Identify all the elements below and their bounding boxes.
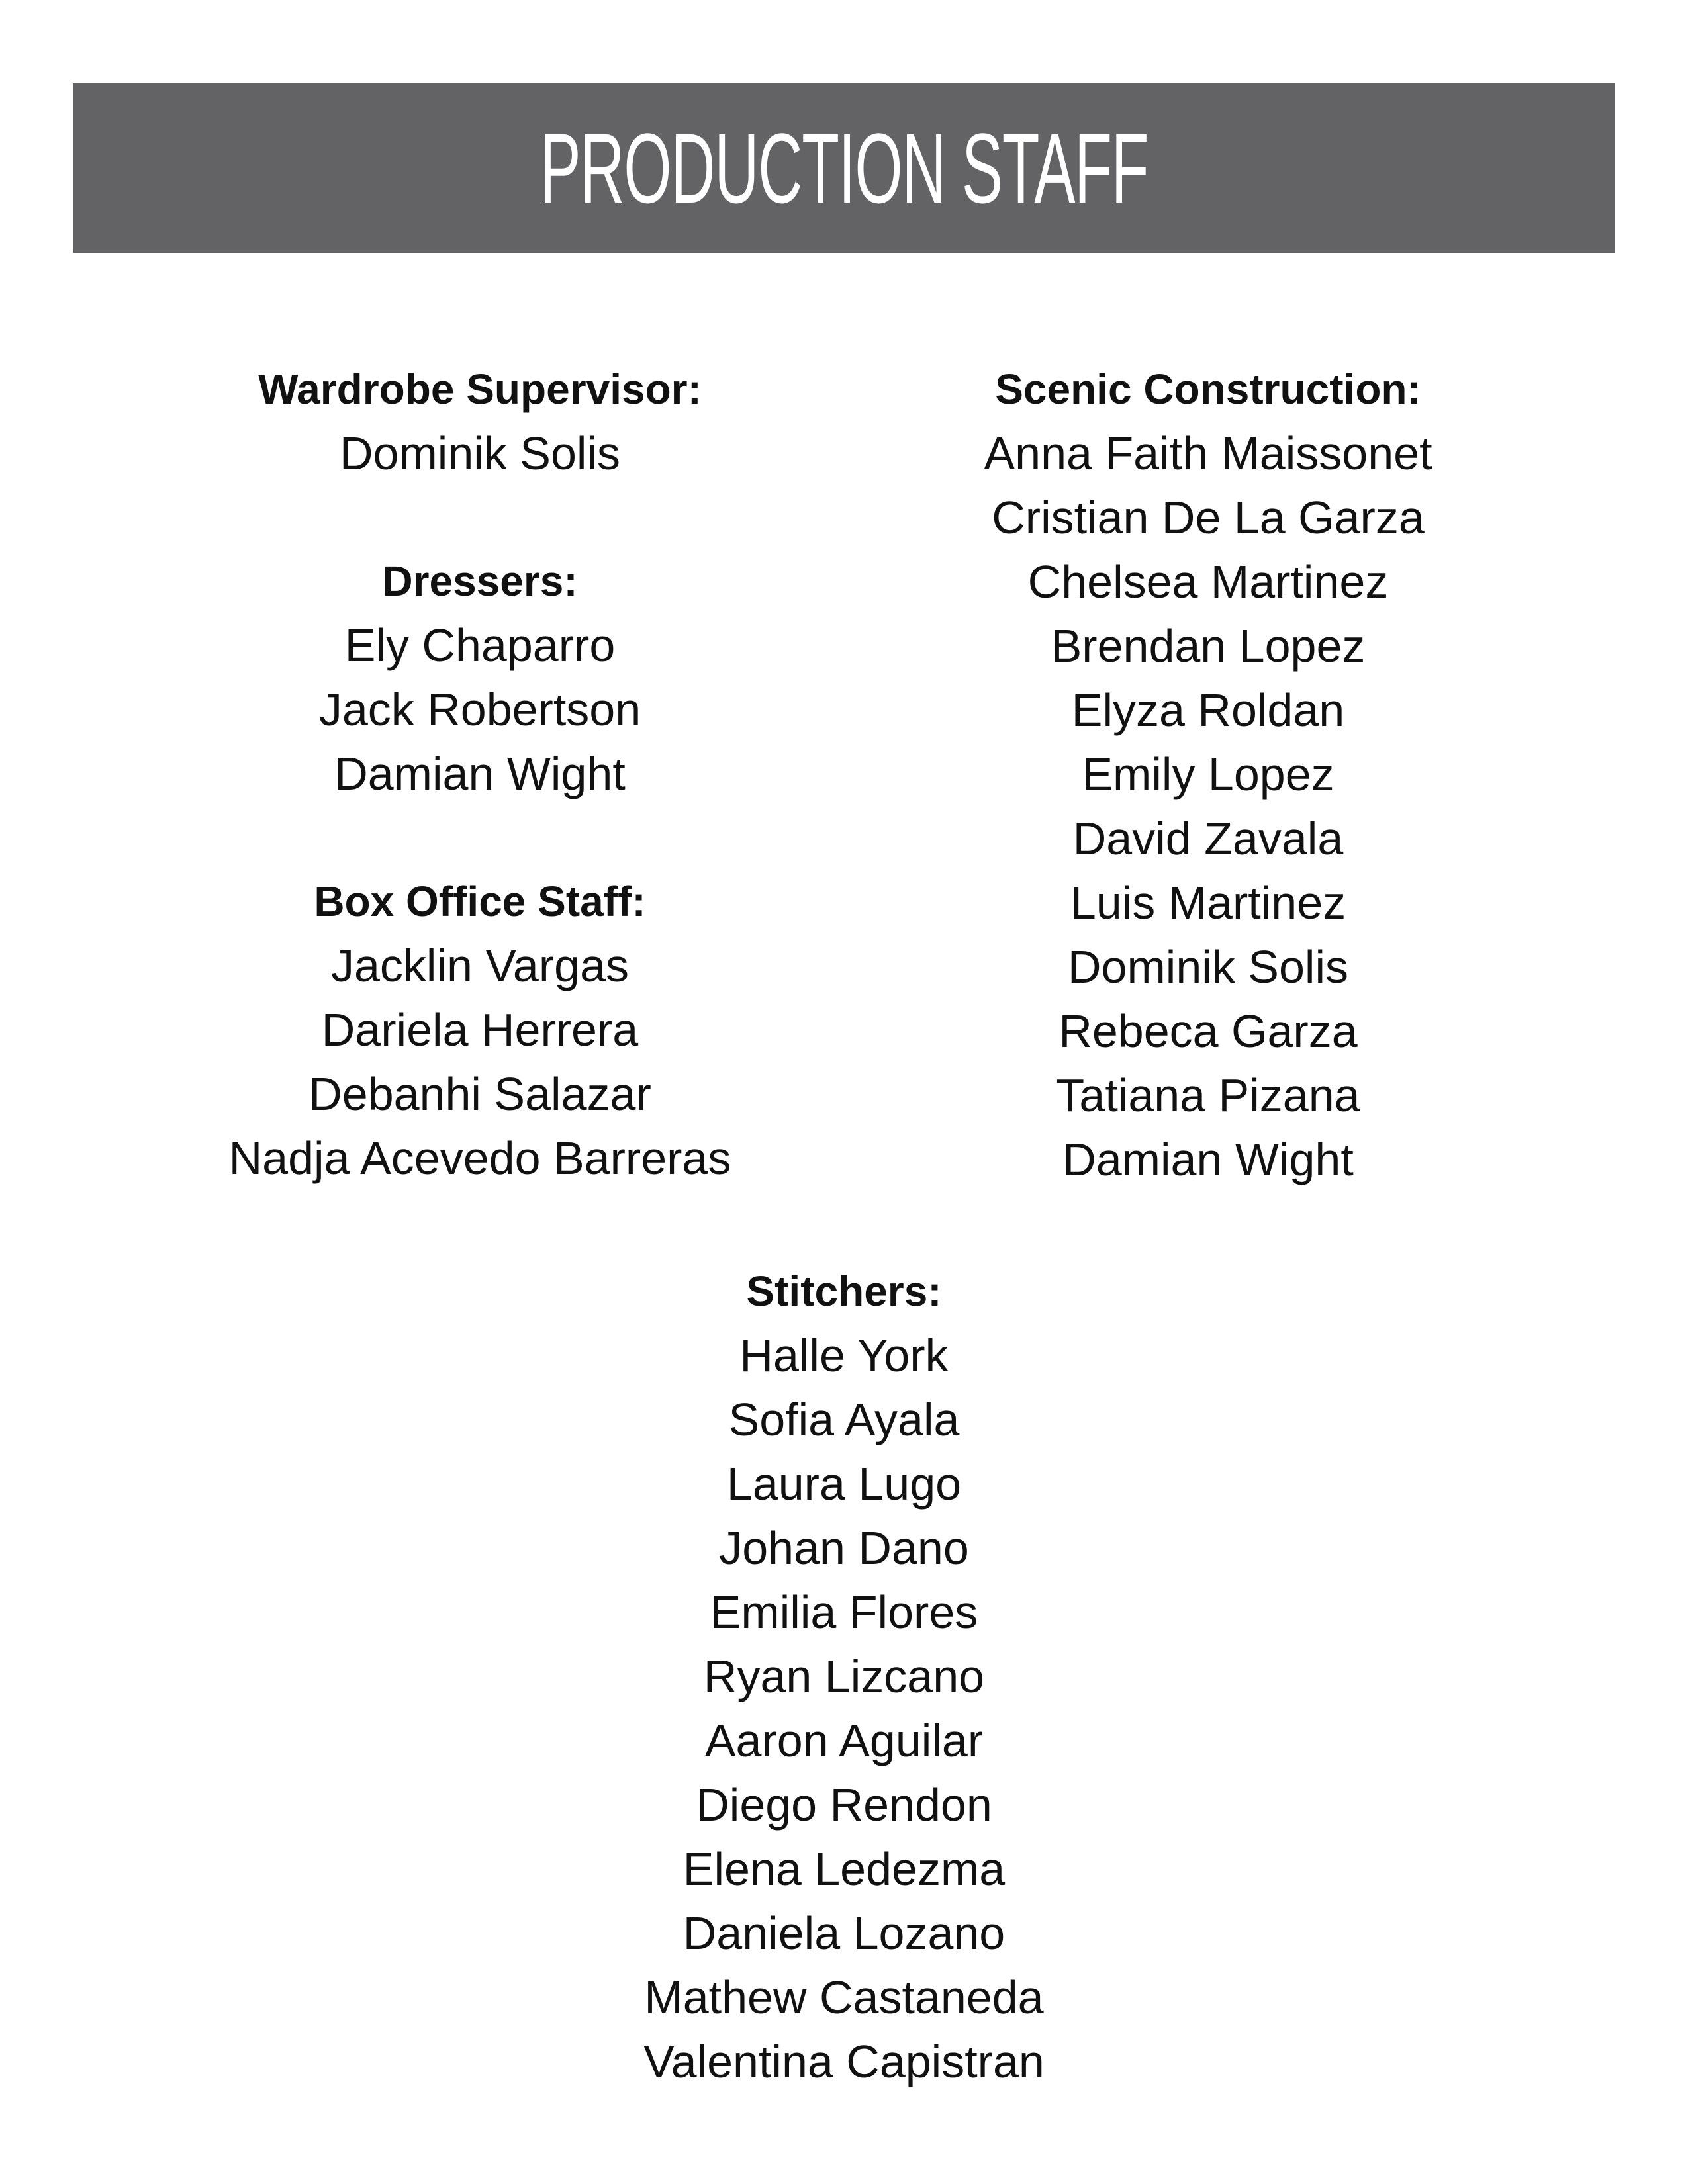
staff-name: Dariela Herrera: [321, 1004, 639, 1056]
name-list: [149, 934, 811, 1191]
staff-name: Chelsea Martinez: [1027, 556, 1389, 608]
name-list: [149, 614, 811, 806]
staff-name: Diego Rendon: [696, 1779, 992, 1831]
section-heading: Wardrobe Supervisor:: [258, 365, 702, 413]
section-wardrobe-supervisor: [149, 357, 811, 486]
staff-name: Daniela Lozano: [682, 1907, 1006, 1959]
staff-name: Damian Wight: [334, 748, 626, 799]
section-heading: Box Office Staff:: [314, 878, 646, 925]
staff-name: Ely Chaparro: [344, 619, 616, 671]
staff-name: Tatiana Pizana: [1056, 1069, 1360, 1121]
staff-name: Debanhi Salazar: [308, 1068, 651, 1120]
staff-name: Ryan Lizcano: [703, 1651, 985, 1702]
section-stitchers: [513, 1259, 1175, 2094]
staff-name: Emily Lopez: [1082, 749, 1335, 800]
staff-name: Jack Robertson: [318, 684, 641, 735]
staff-name: Anna Faith Maissonet: [984, 428, 1432, 479]
staff-name: Dominik Solis: [1068, 941, 1348, 993]
staff-name: Laura Lugo: [726, 1458, 962, 1510]
title-banner: [73, 83, 1615, 253]
staff-name: Dominik Solis: [340, 428, 620, 479]
section-scenic-construction: [877, 357, 1539, 1192]
staff-name: Mathew Castaneda: [644, 1972, 1044, 2023]
page-title: PRODUCTION STAFF: [539, 113, 1149, 224]
staff-name: David Zavala: [1072, 813, 1344, 864]
staff-name: Brendan Lopez: [1051, 620, 1366, 672]
staff-name: Jacklin Vargas: [330, 940, 629, 991]
staff-name: Luis Martinez: [1070, 877, 1346, 929]
staff-name: Valentina Capistran: [643, 2036, 1045, 2087]
staff-name: Elyza Roldan: [1071, 684, 1345, 736]
staff-name: Johan Dano: [719, 1522, 969, 1574]
staff-name: Cristian De La Garza: [992, 492, 1425, 543]
staff-name: Halle York: [739, 1330, 949, 1381]
section-heading: Dressers:: [382, 557, 578, 605]
staff-name: Damian Wight: [1062, 1134, 1354, 1185]
name-list: [149, 422, 811, 486]
section-dressers: [149, 549, 811, 806]
staff-name: Sofia Ayala: [728, 1394, 960, 1445]
staff-name: Rebeca Garza: [1058, 1005, 1358, 1057]
staff-name: Elena Ledezma: [682, 1843, 1006, 1895]
name-list: [513, 1324, 1175, 2094]
staff-name: Emilia Flores: [710, 1586, 978, 1638]
section-heading: Stitchers:: [746, 1267, 942, 1315]
staff-name: Aaron Aguilar: [704, 1715, 984, 1766]
section-heading: Scenic Construction:: [995, 365, 1421, 413]
section-box-office-staff: [149, 870, 811, 1191]
staff-name: Nadja Acevedo Barreras: [228, 1132, 731, 1184]
name-list: [877, 422, 1539, 1192]
